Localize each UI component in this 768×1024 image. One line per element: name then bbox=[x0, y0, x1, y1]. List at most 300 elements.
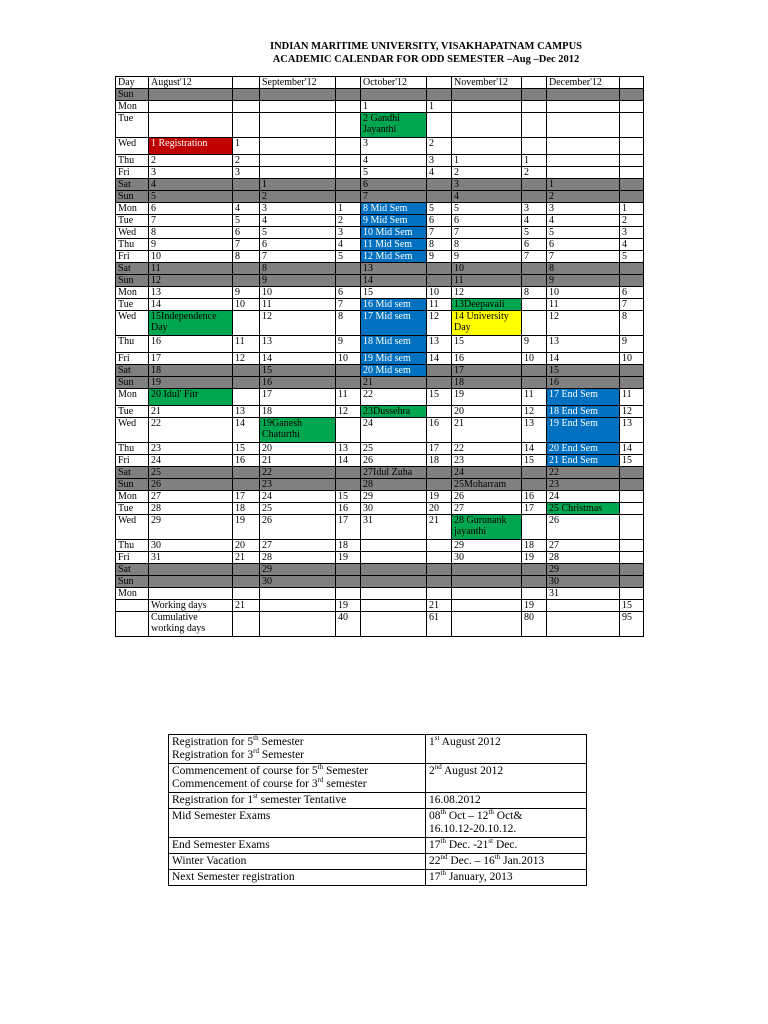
calendar-cell: 22 bbox=[452, 443, 522, 455]
calendar-cell: 9 bbox=[427, 251, 452, 263]
ordinal-suffix: nd bbox=[440, 853, 448, 862]
weekday-cell: Sun bbox=[116, 479, 149, 491]
calendar-cell: 12 bbox=[522, 406, 547, 418]
calendar-cell bbox=[427, 576, 452, 588]
calendar-row bbox=[116, 138, 644, 155]
calendar-cell: 15 bbox=[547, 365, 620, 377]
calendar-cell bbox=[547, 600, 620, 612]
calendar-row bbox=[116, 287, 644, 299]
calendar-cell: 1 bbox=[336, 203, 361, 215]
calendar-cell bbox=[452, 564, 522, 576]
calendar-cell bbox=[260, 600, 336, 612]
calendar-cell: 19 bbox=[336, 552, 361, 564]
calendar-cell bbox=[452, 576, 522, 588]
calendar-cell: 11 bbox=[260, 299, 336, 311]
calendar-cell: 11 bbox=[149, 263, 233, 275]
calendar-cell bbox=[522, 275, 547, 287]
calendar-cell: 14 bbox=[260, 353, 336, 365]
calendar-header-cell: October'12 bbox=[361, 77, 427, 89]
calendar-cell: 3 bbox=[547, 203, 620, 215]
calendar-row bbox=[116, 251, 644, 263]
calendar-cell bbox=[427, 365, 452, 377]
weekday-cell: Wed bbox=[116, 515, 149, 540]
calendar-cell: 4 bbox=[427, 167, 452, 179]
schedule-line bbox=[429, 810, 583, 823]
calendar-cell bbox=[427, 588, 452, 600]
calendar-cell: 10 bbox=[620, 353, 644, 365]
calendar-cell: 3 bbox=[233, 167, 260, 179]
calendar-cell: 31 bbox=[547, 588, 620, 600]
calendar-cell: 5 bbox=[260, 227, 336, 239]
calendar-cell bbox=[452, 113, 522, 138]
calendar-cell: 9 bbox=[233, 287, 260, 299]
schedule-line bbox=[429, 855, 583, 868]
weekday-cell: Wed bbox=[116, 311, 149, 336]
calendar-cell bbox=[336, 377, 361, 389]
schedule-text: Commencement of course for 3 bbox=[172, 778, 318, 790]
calendar-cell bbox=[620, 101, 644, 113]
calendar-row bbox=[116, 113, 644, 138]
calendar-cell: 17 bbox=[427, 443, 452, 455]
calendar-cell: 31 bbox=[361, 515, 427, 540]
weekday-cell: Tue bbox=[116, 406, 149, 418]
calendar-cell bbox=[547, 89, 620, 101]
calendar-cell: 11 bbox=[522, 389, 547, 406]
calendar-cell: 23Dussehra bbox=[361, 406, 427, 418]
schedule-line bbox=[172, 736, 422, 749]
calendar-row bbox=[116, 365, 644, 377]
document-title: INDIAN MARITIME UNIVERSITY, VISAKHAPATNAM CAMPUS bbox=[269, 41, 582, 52]
calendar-cell: 24 bbox=[361, 418, 427, 443]
calendar-cell bbox=[233, 101, 260, 113]
calendar-cell bbox=[233, 389, 260, 406]
calendar-cell: 13 bbox=[427, 336, 452, 353]
calendar-cell: 22 bbox=[149, 418, 233, 443]
weekday-cell bbox=[116, 612, 149, 637]
ordinal-suffix: rd bbox=[253, 747, 259, 756]
calendar-cell bbox=[233, 564, 260, 576]
calendar-cell: 10 bbox=[149, 251, 233, 263]
schedule-line bbox=[429, 839, 583, 852]
calendar-cell: 9 bbox=[149, 239, 233, 251]
calendar-cell: 29 bbox=[260, 564, 336, 576]
weekday-cell: Tue bbox=[116, 113, 149, 138]
calendar-cell: 4 bbox=[260, 215, 336, 227]
calendar-row bbox=[116, 418, 644, 443]
calendar-cell: 5 bbox=[427, 203, 452, 215]
ordinal-suffix: th bbox=[488, 808, 494, 817]
calendar-cell: 2 bbox=[547, 191, 620, 203]
calendar-header-cell: December'12 bbox=[547, 77, 620, 89]
semester-schedule-table bbox=[168, 734, 587, 886]
calendar-cell: 17 Mid sem bbox=[361, 311, 427, 336]
calendar-cell: 12 bbox=[149, 275, 233, 287]
calendar-cell: 3 bbox=[361, 138, 427, 155]
schedule-text: August 2012 bbox=[441, 765, 504, 777]
calendar-cell: 21 bbox=[452, 418, 522, 443]
weekday-cell: Sat bbox=[116, 263, 149, 275]
calendar-cell: 23 bbox=[260, 479, 336, 491]
calendar-cell: 25 bbox=[361, 443, 427, 455]
ordinal-suffix: th bbox=[440, 808, 446, 817]
schedule-event-cell bbox=[169, 838, 426, 854]
calendar-cell: 4 bbox=[361, 155, 427, 167]
calendar-cell: 20 bbox=[452, 406, 522, 418]
calendar-cell bbox=[260, 612, 336, 637]
calendar-cell bbox=[149, 113, 233, 138]
calendar-cell: 18 bbox=[452, 377, 522, 389]
calendar-cell: 12 bbox=[452, 287, 522, 299]
calendar-cell: 17 End Sem bbox=[547, 389, 620, 406]
calendar-cell bbox=[233, 365, 260, 377]
calendar-cell: 30 bbox=[149, 540, 233, 552]
calendar-cell: 9 bbox=[620, 336, 644, 353]
calendar-row bbox=[116, 377, 644, 389]
calendar-cell: 10 bbox=[547, 287, 620, 299]
calendar-cell: 2 bbox=[149, 155, 233, 167]
schedule-text: Winter Vacation bbox=[172, 855, 247, 867]
schedule-line bbox=[172, 871, 422, 884]
calendar-cell bbox=[427, 406, 452, 418]
calendar-cell: 10 bbox=[522, 353, 547, 365]
calendar-cell: 28 bbox=[260, 552, 336, 564]
calendar-cell bbox=[361, 540, 427, 552]
calendar-cell bbox=[620, 138, 644, 155]
calendar-cell: 12 bbox=[260, 311, 336, 336]
calendar-cell: 12 Mid Sem bbox=[361, 251, 427, 263]
calendar-cell: 25 bbox=[260, 503, 336, 515]
calendar-cell: 8 bbox=[260, 263, 336, 275]
calendar-cell bbox=[452, 588, 522, 600]
calendar-cell bbox=[260, 138, 336, 155]
calendar-cell: 4 bbox=[149, 179, 233, 191]
calendar-cell: 11 bbox=[547, 299, 620, 311]
calendar-cell bbox=[336, 138, 361, 155]
calendar-cell: 26 bbox=[361, 455, 427, 467]
calendar-cell bbox=[427, 113, 452, 138]
calendar-cell: 10 bbox=[427, 287, 452, 299]
calendar-cell bbox=[149, 588, 233, 600]
ordinal-suffix: st bbox=[253, 792, 258, 801]
calendar-cell: 1 bbox=[233, 138, 260, 155]
calendar-cell: 28 Gurunank jayanthi bbox=[452, 515, 522, 540]
calendar-cell: 14 bbox=[336, 455, 361, 467]
schedule-line bbox=[172, 839, 422, 852]
calendar-cell bbox=[233, 467, 260, 479]
calendar-row bbox=[116, 191, 644, 203]
calendar-cell bbox=[620, 552, 644, 564]
calendar-cell: 6 bbox=[522, 239, 547, 251]
schedule-text: Dec. – 16 bbox=[447, 855, 495, 867]
calendar-cell bbox=[427, 275, 452, 287]
calendar-cell bbox=[620, 179, 644, 191]
schedule-text: Dec. bbox=[493, 839, 518, 851]
calendar-cell bbox=[336, 263, 361, 275]
calendar-cell bbox=[522, 299, 547, 311]
calendar-cell bbox=[361, 576, 427, 588]
calendar-cell: 12 bbox=[547, 311, 620, 336]
calendar-cell bbox=[427, 540, 452, 552]
calendar-cell: 14 bbox=[547, 353, 620, 365]
calendar-cell: 17 bbox=[522, 503, 547, 515]
schedule-line bbox=[429, 794, 583, 807]
weekday-cell: Sun bbox=[116, 377, 149, 389]
weekday-cell: Mon bbox=[116, 588, 149, 600]
weekday-cell: Thu bbox=[116, 239, 149, 251]
weekday-cell: Tue bbox=[116, 503, 149, 515]
weekday-cell: Sat bbox=[116, 179, 149, 191]
ordinal-suffix: th bbox=[317, 763, 324, 772]
calendar-cell: 17 bbox=[149, 353, 233, 365]
schedule-row bbox=[169, 809, 587, 838]
calendar-cell: 1 bbox=[620, 203, 644, 215]
calendar-cell: 10 bbox=[452, 263, 522, 275]
calendar-cell: 15 bbox=[233, 443, 260, 455]
weekday-cell: Mon bbox=[116, 389, 149, 406]
calendar-cell: 19 bbox=[233, 515, 260, 540]
calendar-cell: 21 End Sem bbox=[547, 455, 620, 467]
calendar-cell: 4 bbox=[336, 239, 361, 251]
calendar-cell bbox=[336, 89, 361, 101]
calendar-cell: 22 bbox=[361, 389, 427, 406]
schedule-event-cell bbox=[169, 735, 426, 764]
calendar-cell: 40 bbox=[336, 612, 361, 637]
calendar-cell: 11 Mid Sem bbox=[361, 239, 427, 251]
calendar-cell bbox=[522, 515, 547, 540]
ordinal-suffix: st bbox=[488, 837, 494, 846]
calendar-cell: 20 End Sem bbox=[547, 443, 620, 455]
calendar-cell bbox=[620, 491, 644, 503]
calendar-cell: 23 bbox=[547, 479, 620, 491]
calendar-cell bbox=[233, 479, 260, 491]
calendar-cell: 24 bbox=[452, 467, 522, 479]
calendar-cell: 3 bbox=[452, 179, 522, 191]
calendar-cell bbox=[361, 552, 427, 564]
calendar-row bbox=[116, 564, 644, 576]
calendar-cell: 2 bbox=[427, 138, 452, 155]
calendar-cell: 27 bbox=[547, 540, 620, 552]
calendar-cell bbox=[336, 479, 361, 491]
calendar-cell: 6 bbox=[427, 215, 452, 227]
calendar-cell bbox=[233, 191, 260, 203]
ordinal-suffix: th bbox=[440, 837, 446, 846]
calendar-cell: 8 bbox=[427, 239, 452, 251]
calendar-cell: 21 bbox=[260, 455, 336, 467]
calendar-cell: 24 bbox=[260, 491, 336, 503]
calendar-cell: 19 bbox=[149, 377, 233, 389]
schedule-line bbox=[172, 778, 422, 791]
calendar-cell: 20 bbox=[233, 540, 260, 552]
calendar-row bbox=[116, 540, 644, 552]
schedule-date-cell bbox=[426, 870, 587, 886]
calendar-cell: 1 Registration bbox=[149, 138, 233, 155]
calendar-cell: 2 bbox=[336, 215, 361, 227]
weekday-cell: Fri bbox=[116, 455, 149, 467]
calendar-cell: 14 bbox=[522, 443, 547, 455]
schedule-text: Oct& bbox=[493, 810, 523, 822]
calendar-cell: 27 bbox=[149, 491, 233, 503]
calendar-cell bbox=[260, 113, 336, 138]
calendar-cell bbox=[620, 479, 644, 491]
calendar-cell: 21 bbox=[361, 377, 427, 389]
calendar-cell: 30 bbox=[260, 576, 336, 588]
calendar-cell: 18 Mid sem bbox=[361, 336, 427, 353]
calendar-cell bbox=[427, 479, 452, 491]
calendar-row bbox=[116, 336, 644, 353]
calendar-cell: 8 bbox=[149, 227, 233, 239]
schedule-text: semester bbox=[323, 778, 367, 790]
calendar-cell: 29 bbox=[149, 515, 233, 540]
schedule-row bbox=[169, 793, 587, 809]
calendar-cell: 14 bbox=[233, 418, 260, 443]
calendar-cell: 21 bbox=[427, 600, 452, 612]
calendar-cell bbox=[620, 588, 644, 600]
calendar-cell: 5 bbox=[620, 251, 644, 263]
schedule-date-cell bbox=[426, 838, 587, 854]
calendar-cell: 16 bbox=[522, 491, 547, 503]
calendar-cell: 6 bbox=[149, 203, 233, 215]
schedule-line bbox=[172, 855, 422, 868]
calendar-cell bbox=[547, 167, 620, 179]
calendar-header-cell bbox=[620, 77, 644, 89]
schedule-text: 1 bbox=[429, 736, 435, 748]
calendar-row bbox=[116, 600, 644, 612]
calendar-cell: 2 bbox=[233, 155, 260, 167]
calendar-cell: 14 bbox=[361, 275, 427, 287]
calendar-cell: 27 bbox=[452, 503, 522, 515]
weekday-cell: Sat bbox=[116, 467, 149, 479]
schedule-text: Mid Semester Exams bbox=[172, 810, 271, 822]
calendar-cell bbox=[336, 588, 361, 600]
calendar-cell: 7 bbox=[336, 299, 361, 311]
calendar-cell bbox=[260, 588, 336, 600]
calendar-cell bbox=[620, 503, 644, 515]
calendar-cell: 9 bbox=[547, 275, 620, 287]
calendar-cell bbox=[547, 155, 620, 167]
calendar-cell: 26 bbox=[452, 491, 522, 503]
calendar-cell: 4 bbox=[522, 215, 547, 227]
schedule-line bbox=[172, 794, 422, 807]
weekday-cell: Mon bbox=[116, 203, 149, 215]
calendar-row bbox=[116, 576, 644, 588]
calendar-cell: 19 bbox=[522, 600, 547, 612]
calendar-cell: 4 bbox=[620, 239, 644, 251]
calendar-cell: 5 bbox=[149, 191, 233, 203]
calendar-cell: 10 bbox=[233, 299, 260, 311]
calendar-cell bbox=[336, 191, 361, 203]
calendar-cell: 25 bbox=[149, 467, 233, 479]
calendar-cell bbox=[233, 588, 260, 600]
schedule-text: 08 bbox=[429, 810, 441, 822]
calendar-cell: 8 bbox=[233, 251, 260, 263]
schedule-text: Commencement of course for 5 bbox=[172, 765, 318, 777]
schedule-line: 16.10.12-20.10.12. bbox=[429, 823, 517, 835]
schedule-line bbox=[172, 810, 422, 823]
weekday-cell: Sat bbox=[116, 365, 149, 377]
calendar-cell bbox=[336, 113, 361, 138]
calendar-cell: 7 bbox=[547, 251, 620, 263]
calendar-cell: 13 bbox=[547, 336, 620, 353]
calendar-cell bbox=[336, 179, 361, 191]
calendar-cell: 8 bbox=[522, 287, 547, 299]
schedule-text: Semester bbox=[258, 749, 304, 761]
schedule-date-cell bbox=[426, 854, 587, 870]
calendar-cell: 15 bbox=[620, 600, 644, 612]
weekday-cell: Thu bbox=[116, 336, 149, 353]
calendar-row bbox=[116, 227, 644, 239]
calendar-cell bbox=[427, 179, 452, 191]
calendar-row bbox=[116, 263, 644, 275]
calendar-row bbox=[116, 612, 644, 637]
calendar-cell: 28 bbox=[547, 552, 620, 564]
calendar-cell: 5 bbox=[547, 227, 620, 239]
schedule-line bbox=[429, 871, 583, 884]
ordinal-suffix: rd bbox=[317, 776, 324, 785]
academic-calendar-table bbox=[115, 76, 644, 637]
calendar-row bbox=[116, 552, 644, 564]
calendar-cell bbox=[620, 89, 644, 101]
calendar-cell: 28 bbox=[149, 503, 233, 515]
calendar-cell: 25Moharram bbox=[452, 479, 522, 491]
calendar-cell: 4 bbox=[452, 191, 522, 203]
calendar-cell: 16 bbox=[260, 377, 336, 389]
calendar-cell: 12 bbox=[233, 353, 260, 365]
calendar-cell: 21 bbox=[427, 515, 452, 540]
schedule-text: 17 bbox=[429, 839, 441, 851]
calendar-cell: 18 bbox=[336, 540, 361, 552]
calendar-cell bbox=[620, 275, 644, 287]
calendar-cell: 8 Mid Sem bbox=[361, 203, 427, 215]
ordinal-suffix: th bbox=[494, 853, 501, 862]
calendar-row bbox=[116, 515, 644, 540]
weekday-cell: Wed bbox=[116, 138, 149, 155]
calendar-cell: 20 Mid sem bbox=[361, 365, 427, 377]
calendar-cell: 16 bbox=[452, 353, 522, 365]
calendar-row bbox=[116, 101, 644, 113]
calendar-row bbox=[116, 167, 644, 179]
schedule-row bbox=[169, 854, 587, 870]
calendar-header-cell bbox=[336, 77, 361, 89]
schedule-text: Oct – 12 bbox=[445, 810, 489, 822]
calendar-cell bbox=[452, 600, 522, 612]
schedule-text: Registration for 5 bbox=[172, 736, 254, 748]
calendar-cell: 7 bbox=[361, 191, 427, 203]
calendar-cell bbox=[522, 138, 547, 155]
weekday-cell: Wed bbox=[116, 418, 149, 443]
calendar-cell: 8 bbox=[452, 239, 522, 251]
calendar-cell: 13 bbox=[233, 406, 260, 418]
calendar-row bbox=[116, 491, 644, 503]
calendar-cell bbox=[427, 191, 452, 203]
calendar-cell: 11 bbox=[452, 275, 522, 287]
calendar-cell bbox=[522, 479, 547, 491]
ordinal-suffix: th bbox=[253, 734, 259, 743]
calendar-cell bbox=[522, 101, 547, 113]
calendar-cell: 12 bbox=[336, 406, 361, 418]
calendar-cell: 15 bbox=[427, 389, 452, 406]
calendar-cell bbox=[233, 263, 260, 275]
calendar-cell: 61 bbox=[427, 612, 452, 637]
calendar-cell: 80 bbox=[522, 612, 547, 637]
calendar-cell: 6 bbox=[620, 287, 644, 299]
calendar-cell: 1 bbox=[547, 179, 620, 191]
calendar-cell bbox=[233, 377, 260, 389]
calendar-cell: 3 bbox=[522, 203, 547, 215]
calendar-row bbox=[116, 455, 644, 467]
calendar-cell bbox=[620, 377, 644, 389]
calendar-cell: 30 bbox=[361, 503, 427, 515]
calendar-cell: 13 bbox=[620, 418, 644, 443]
